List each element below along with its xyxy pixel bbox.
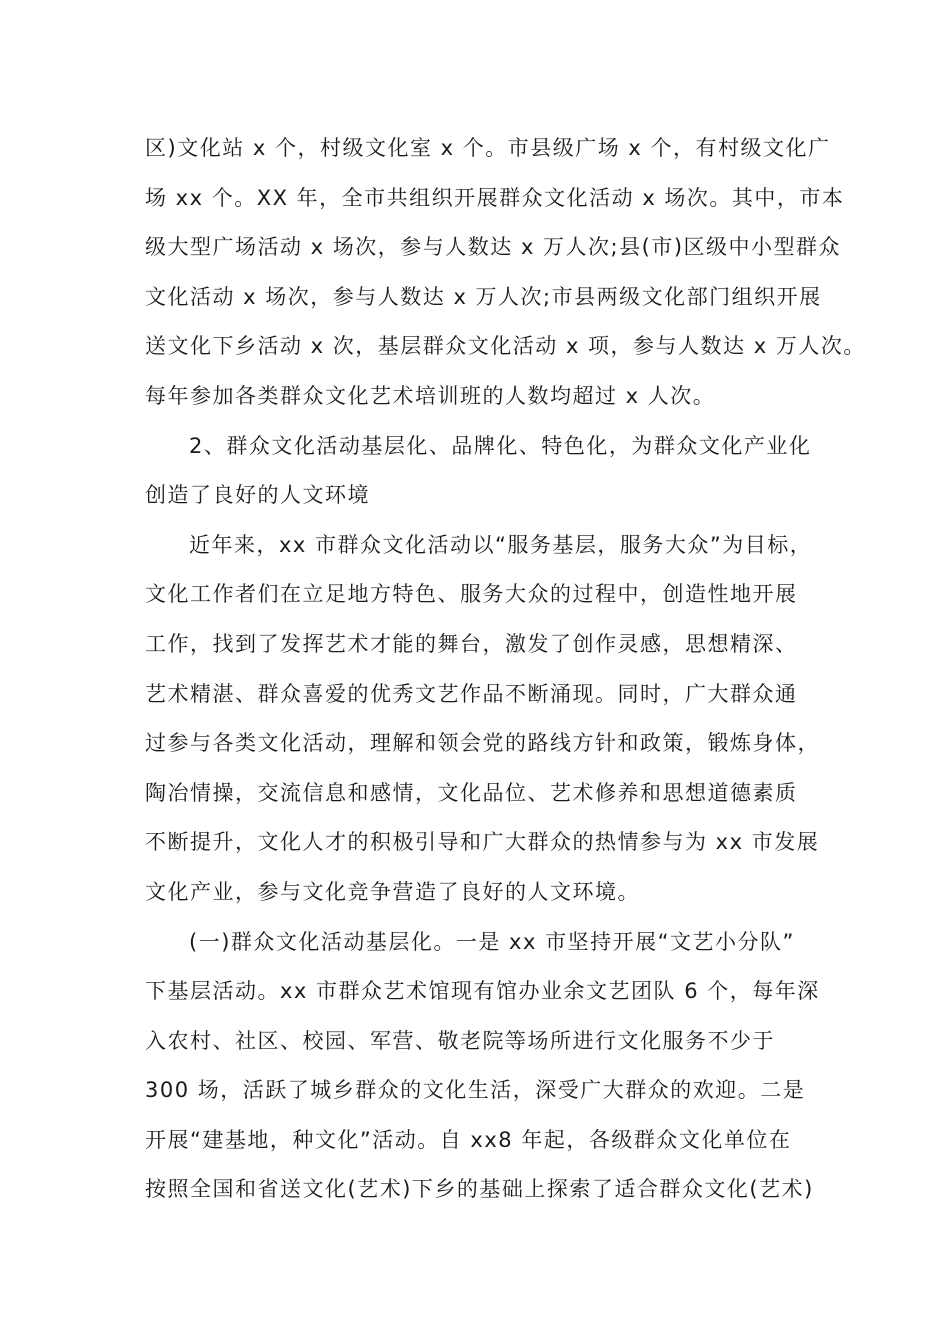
text-line-17: (一)群众文化活动基层化。一是 xx 市坚持开展“文艺小分队”	[189, 929, 795, 954]
text-line-22: 按照全国和省送文化(艺术)下乡的基础上探索了适合群众文化(艺术)	[145, 1177, 814, 1202]
text-line-18: 下基层活动。xx 市群众艺术馆现有馆办业余文艺团队 6 个，每年深	[145, 979, 820, 1004]
text-line-3: 级大型广场活动 x 场次，参与人数达 x 万人次;县(市)区级中小型群众	[145, 235, 842, 260]
text-line-20: 300 场，活跃了城乡群众的文化生活，深受广大群众的欢迎。二是	[145, 1078, 806, 1103]
text-line-21: 开展“建基地，种文化”活动。自 xx8 年起，各级群众文化单位在	[145, 1127, 792, 1152]
text-line-4: 文化活动 x 场次，参与人数达 x 万人次;市县两级文化部门组织开展	[145, 284, 822, 309]
text-line-1: 区)文化站 x 个，村级文化室 x 个。市县级广场 x 个，有村级文化广	[145, 136, 831, 160]
text-line-16: 文化产业，参与文化竞争营造了良好的人文环境。	[145, 879, 640, 904]
text-line-15: 不断提升，文化人才的积极引导和广大群众的热情参与为 xx 市发展	[145, 830, 820, 855]
text-line-5: 送文化下乡活动 x 次，基层群众文化活动 x 项，参与人数达 x 万人次。	[145, 334, 866, 359]
body-text	[145, 124, 866, 1215]
text-line-2: 场 xx 个。XX 年，全市共组织开展群众文化活动 x 场次。其中，市本	[145, 185, 845, 210]
text-line-12: 艺术精湛、群众喜爱的优秀文艺作品不断涌现。同时，广大群众通	[145, 681, 798, 706]
section-heading-line-1: 2、群众文化活动基层化、品牌化、特色化，为群众文化产业化	[189, 433, 812, 458]
text-line-14: 陶冶情操，交流信息和感情，文化品位、艺术修养和思想道德素质	[145, 780, 798, 805]
text-line-6: 每年参加各类群众文化艺术培训班的人数均超过 x 人次。	[145, 383, 716, 408]
text-line-13: 过参与各类文化活动，理解和领会党的路线方针和政策，锻炼身体，	[145, 731, 820, 756]
section-heading-line-2: 创造了良好的人文环境	[145, 483, 370, 508]
text-line-19: 入农村、社区、校园、军营、敬老院等场所进行文化服务不少于	[145, 1028, 775, 1053]
text-line-10: 文化工作者们在立足地方特色、服务大众的过程中，创造性地开展	[145, 582, 798, 607]
text-line-9: 近年来，xx 市群众文化活动以“服务基层，服务大众”为目标，	[189, 532, 813, 557]
text-line-11: 工作，找到了发挥艺术才能的舞台，激发了创作灵感，思想精深、	[145, 631, 798, 656]
